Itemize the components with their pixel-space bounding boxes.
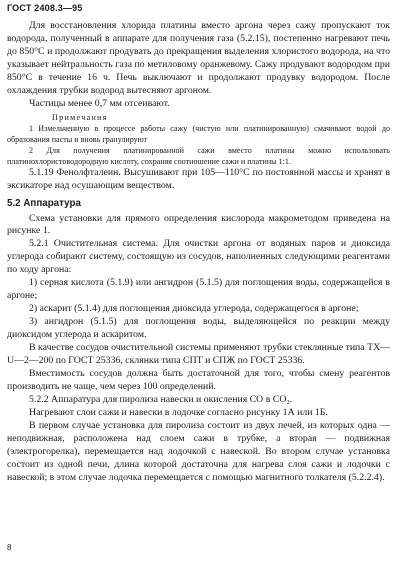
paragraph: 5.2.1 Очистительная система. Для очистки аргона от водяных паров и диоксида углерода собирают систему, состоящую из сосудов, наполненных следующими реагентами по ходу аргона: [7,238,390,276]
page-number: 8 [7,543,12,552]
paragraph: 5.1.19 Фенолфталеин. Высушивают при 105—110°С по постоянной массы и хранят в эксикаторе над осушающим веществом. [7,166,390,191]
list-item: 2) аскарит (5.1.4) для поглощения диоксида углерода, содержащегося в аргоне; [29,303,359,315]
paragraph: Для восстановления хлорида платины вместо аргона через сажу пропускают ток водорода, полученный в аппарате для получения газа (5.2.15), постепенно нагревают печь до 850°С и продолжают продувать до прекращения выделения хлористого водорода, на что указывает нейтральность газа по метиловому оранжевому. Сажу продувают водородом при 850°С в течение 16 ч. Печь выключают и продолжают продувку водородом. После охлаждения трубки водород вытесняют аргоном. [7,20,390,96]
note-item: 1 Измельченную в процессе работы сажу (чистую или платинированную) смачивают водой до образования пасты и вновь гранулируют [7,123,390,144]
note-item: 2 Для получения платинированной сажи вместо платины можно использовать платинохлористоводородную кислоту, сохраняя соотношение сажи и платины 1:1. [7,145,390,166]
paragraph: 5.2.2 Аппаратура для пиролиза навески и окисления СО в СО₂. [29,393,293,405]
paragraph: В первом случае установка для пиролиза состоит из двух печей, из которых одна — неподвижная, расположена над слоем сажи в трубке, а вторая — подвижная (электрогорелка), перемещается над лодочкой с навеской. Во втором случае установка состоит из одной печи, длина которой достаточна для нагрева слоя сажи и лодочки с навеской; в этом случае лодочка перемещается с помощью магнитного толкателя (5.2.2.4). [7,419,390,483]
paragraph: Нагревают слои сажи и навески в лодочке согласно рисунку 1А или 1Б. [29,406,328,418]
paragraph: Частицы менее 0,7 мм отсеивают. [29,97,170,109]
list-item: 3) ангидрон (5.1.5) для поглощения воды, выделяющейся по реакции между диоксидом углерода и аскаритом. [7,316,390,341]
notes-title: Примечания [52,112,108,122]
document-body [7,20,390,485]
paragraph: Вместимость сосудов должна быть достаточной для того, чтобы смену реагентов производить не чаще, чем через 100 определений. [7,367,390,392]
section-title: 5.2 Аппаратура [7,197,81,209]
paragraph: Схема установки для прямого определения кислорода макрометодом приведена на рисунке 1. [7,212,390,237]
document-header: ГОСТ 2408.3—95 [7,3,83,13]
paragraph: В качестве сосудов очистительной системы применяют трубки стеклянные типа ТХ—U—2—200 по ГОСТ 25336, склянки типа СПТ и СПЖ по ГОСТ 25336. [7,342,390,367]
list-item: 1) серная кислота (5.1.9) или ангидрон (5.1.5) для поглощения воды, содержащейся в аргоне; [7,277,390,302]
